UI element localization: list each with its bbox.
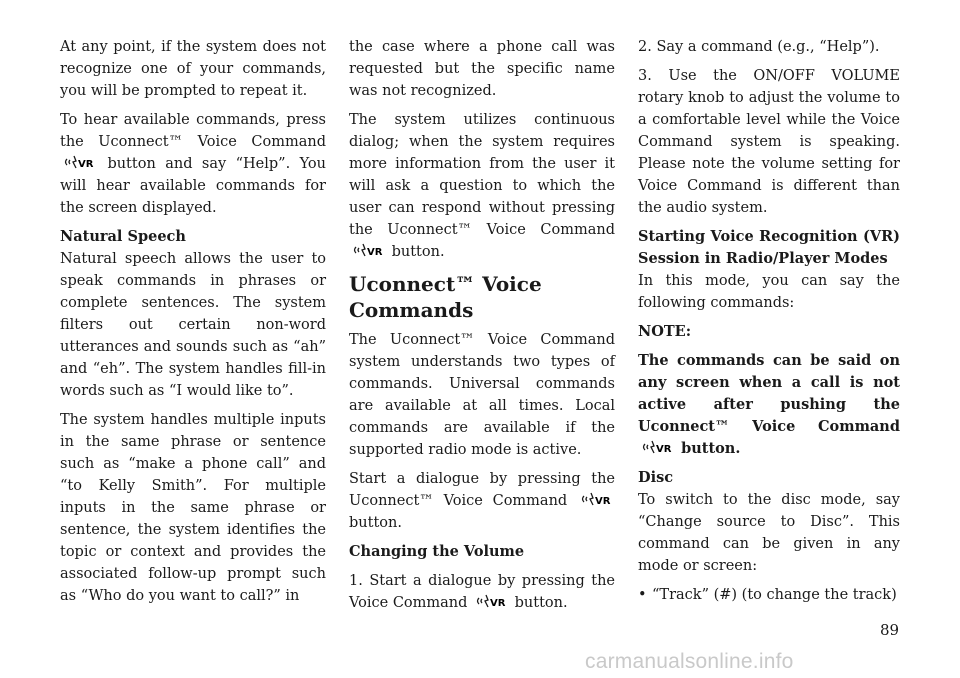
voice-command-icon	[476, 594, 506, 608]
step-3: 3. Use the ON/OFF VOLUME rotary knob to adjust the volume to a comfortable level while the Voice Command system is speaking. Please note the volume setting for Voice Command is different than the audio system.	[638, 68, 900, 216]
column-1	[60, 36, 326, 614]
paragraph	[349, 468, 615, 534]
paragraph	[60, 109, 326, 219]
step-text: 1. Start a dialogue by pressing the Voice Command	[349, 573, 615, 611]
note-label: NOTE:	[638, 323, 692, 340]
voice-command-icon	[353, 243, 383, 257]
column-2	[349, 36, 615, 621]
svg-text:VR: VR	[595, 496, 611, 506]
paragraph: In this mode, you can say the following commands:	[638, 273, 900, 311]
subheading-natural-speech: Natural Speech	[60, 228, 186, 245]
voice-command-icon	[581, 492, 611, 506]
watermark: carmanualsonline.info	[585, 650, 794, 673]
paragraph-text: button.	[391, 244, 445, 260]
paragraph-text: The system utilizes continuous dialog; when the system requires more information from the user it will ask a question to which the user can respond without pressing the Uconnect™ Voice Command	[349, 112, 615, 238]
step-text: button.	[514, 595, 568, 611]
paragraph: the case where a phone call was requested but the specific name was not recognized.	[349, 39, 615, 99]
svg-text:VR: VR	[656, 444, 672, 454]
paragraph: At any point, if the system does not recognize one of your commands, you will be prompted to repeat it.	[60, 39, 326, 99]
subheading-disc: Disc	[638, 469, 674, 486]
svg-text:VR: VR	[490, 598, 506, 608]
paragraph: The system handles multiple inputs in the same phrase or sentence such as “make a phone call” and “to Kelly Smith”. For multiple inputs in the same phrase or sentence, the system identifies the topic or context and provides the associated follow-up prompt such as “Who do you want to call?” in	[60, 412, 326, 604]
paragraph	[349, 109, 615, 263]
svg-text:VR: VR	[78, 159, 94, 169]
svg-text:VR: VR	[367, 247, 383, 257]
note-text-part: button.	[681, 440, 741, 457]
paragraph-text: button and say “Help”. You will hear available commands for the screen displayed.	[60, 156, 326, 216]
paragraph: Natural speech allows the user to speak commands in phrases or complete sentences. The system filters out certain non-word utterances and sounds such as “ah” and “eh”. The system handles fill-in words such as “I would like to”.	[60, 251, 326, 399]
subheading-vr-session: Starting Voice Recognition (VR) Session in Radio/Player Modes	[638, 228, 900, 267]
section-title: Uconnect™ Voice Commands	[349, 272, 542, 322]
step-1	[349, 570, 615, 614]
paragraph-text: Start a dialogue by pressing the Uconnect™ Voice Command	[349, 471, 615, 509]
bullet-item: • “Track” (#) (to change the track)	[638, 584, 900, 606]
voice-command-icon	[642, 440, 672, 454]
paragraph: The Uconnect™ Voice Command system understands two types of commands. Universal commands are available at all times. Local commands are available if the supported radio mode is active.	[349, 332, 615, 458]
voice-command-icon	[64, 155, 94, 169]
paragraph-text: To hear available commands, press the Uconnect™ Voice Command	[60, 112, 326, 150]
step-2: 2. Say a command (e.g., “Help”).	[638, 39, 880, 55]
page-number: 89	[880, 621, 900, 639]
paragraph-text: button.	[349, 515, 402, 531]
column-3	[638, 36, 900, 613]
note-text	[638, 350, 900, 460]
subheading-changing-volume: Changing the Volume	[349, 543, 525, 560]
paragraph: To switch to the disc mode, say “Change source to Disc”. This command can be given in any mode or screen:	[638, 492, 900, 574]
note-text-part: The commands can be said on any screen when a call is not active after pushing the Uconnect™ Voice Command	[638, 352, 900, 435]
